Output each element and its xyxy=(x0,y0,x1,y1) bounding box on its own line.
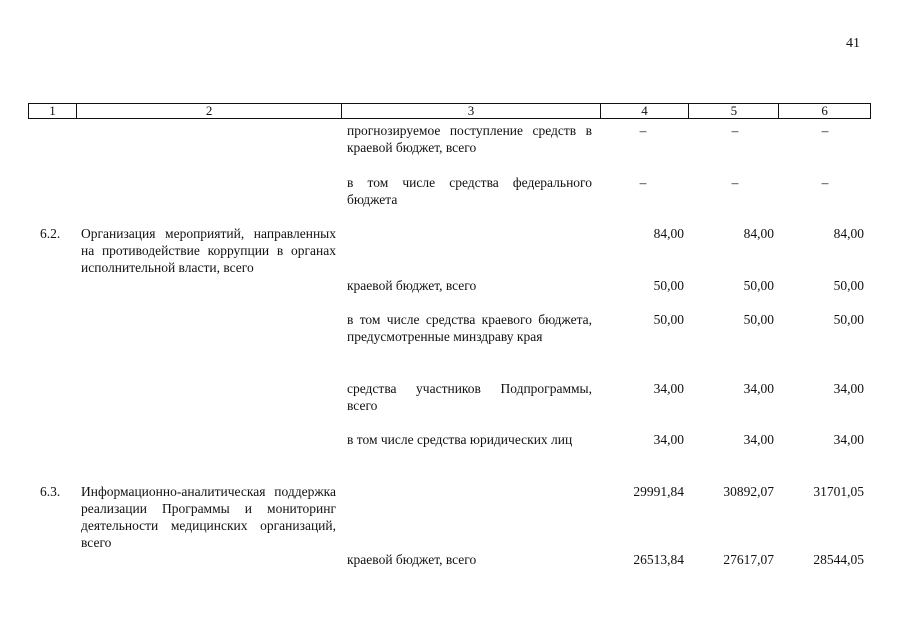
row-value-col5: 34,00 xyxy=(743,432,774,447)
header-col-1: 1 xyxy=(49,103,56,118)
row-value-col4: 50,00 xyxy=(653,312,684,327)
header-col-5: 5 xyxy=(688,104,778,118)
row-value-col5: 27617,07 xyxy=(723,552,774,567)
row-value-col6: 84,00 xyxy=(833,226,864,241)
row-value-col5: – xyxy=(731,123,739,138)
row-value-col6: 28544,05 xyxy=(813,552,864,567)
header-col-2: 2 xyxy=(76,104,341,118)
header-col-3: 3 xyxy=(341,104,599,118)
row-name: Организация мероприятий, направленных на противодействие коррупции в органах исполнительной власти, всего xyxy=(81,226,336,275)
header-col-6: 6 xyxy=(778,104,870,118)
row-value-col6: – xyxy=(821,175,829,190)
row-description: прогнозируемое поступление средств в краевой бюджет, всего xyxy=(347,123,592,155)
row-value-col4: – xyxy=(639,175,647,190)
table-header xyxy=(28,103,871,119)
row-description: краевой бюджет, всего xyxy=(347,278,477,293)
row-value-col5: 50,00 xyxy=(743,312,774,327)
row-description: в том числе средства краевого бюджета, предусмотренные минздраву края xyxy=(347,312,592,344)
row-description: краевой бюджет, всего xyxy=(347,552,477,567)
row-value-col4: – xyxy=(639,123,647,138)
row-number: 6.2. xyxy=(40,226,61,241)
row-number: 6.3. xyxy=(40,484,61,499)
row-value-col4: 84,00 xyxy=(653,226,684,241)
row-value-col4: 26513,84 xyxy=(633,552,684,567)
row-value-col6: 31701,05 xyxy=(813,484,864,499)
row-name: Информационно-аналитическая поддержка реализации Программы и мониторинг деятельности медицинских организаций, всего xyxy=(81,484,336,550)
row-value-col4: 29991,84 xyxy=(633,484,684,499)
row-description: в том числе средства юридических лиц xyxy=(347,432,573,447)
row-value-col4: 34,00 xyxy=(653,432,684,447)
row-value-col6: 50,00 xyxy=(833,312,864,327)
row-value-col4: 34,00 xyxy=(653,381,684,396)
row-value-col5: 34,00 xyxy=(743,381,774,396)
row-value-col5: – xyxy=(731,175,739,190)
row-value-col6: 34,00 xyxy=(833,381,864,396)
row-value-col6: 34,00 xyxy=(833,432,864,447)
row-value-col5: 30892,07 xyxy=(723,484,774,499)
row-value-col5: 50,00 xyxy=(743,278,774,293)
row-value-col6: 50,00 xyxy=(833,278,864,293)
row-description: в том числе средства федерального бюджета xyxy=(347,175,592,207)
page-number: 41 xyxy=(846,36,860,51)
row-value-col6: – xyxy=(821,123,829,138)
row-description: средства участников Подпрограммы, всего xyxy=(347,381,592,413)
header-col-4: 4 xyxy=(600,104,689,118)
row-value-col5: 84,00 xyxy=(743,226,774,241)
row-value-col4: 50,00 xyxy=(653,278,684,293)
